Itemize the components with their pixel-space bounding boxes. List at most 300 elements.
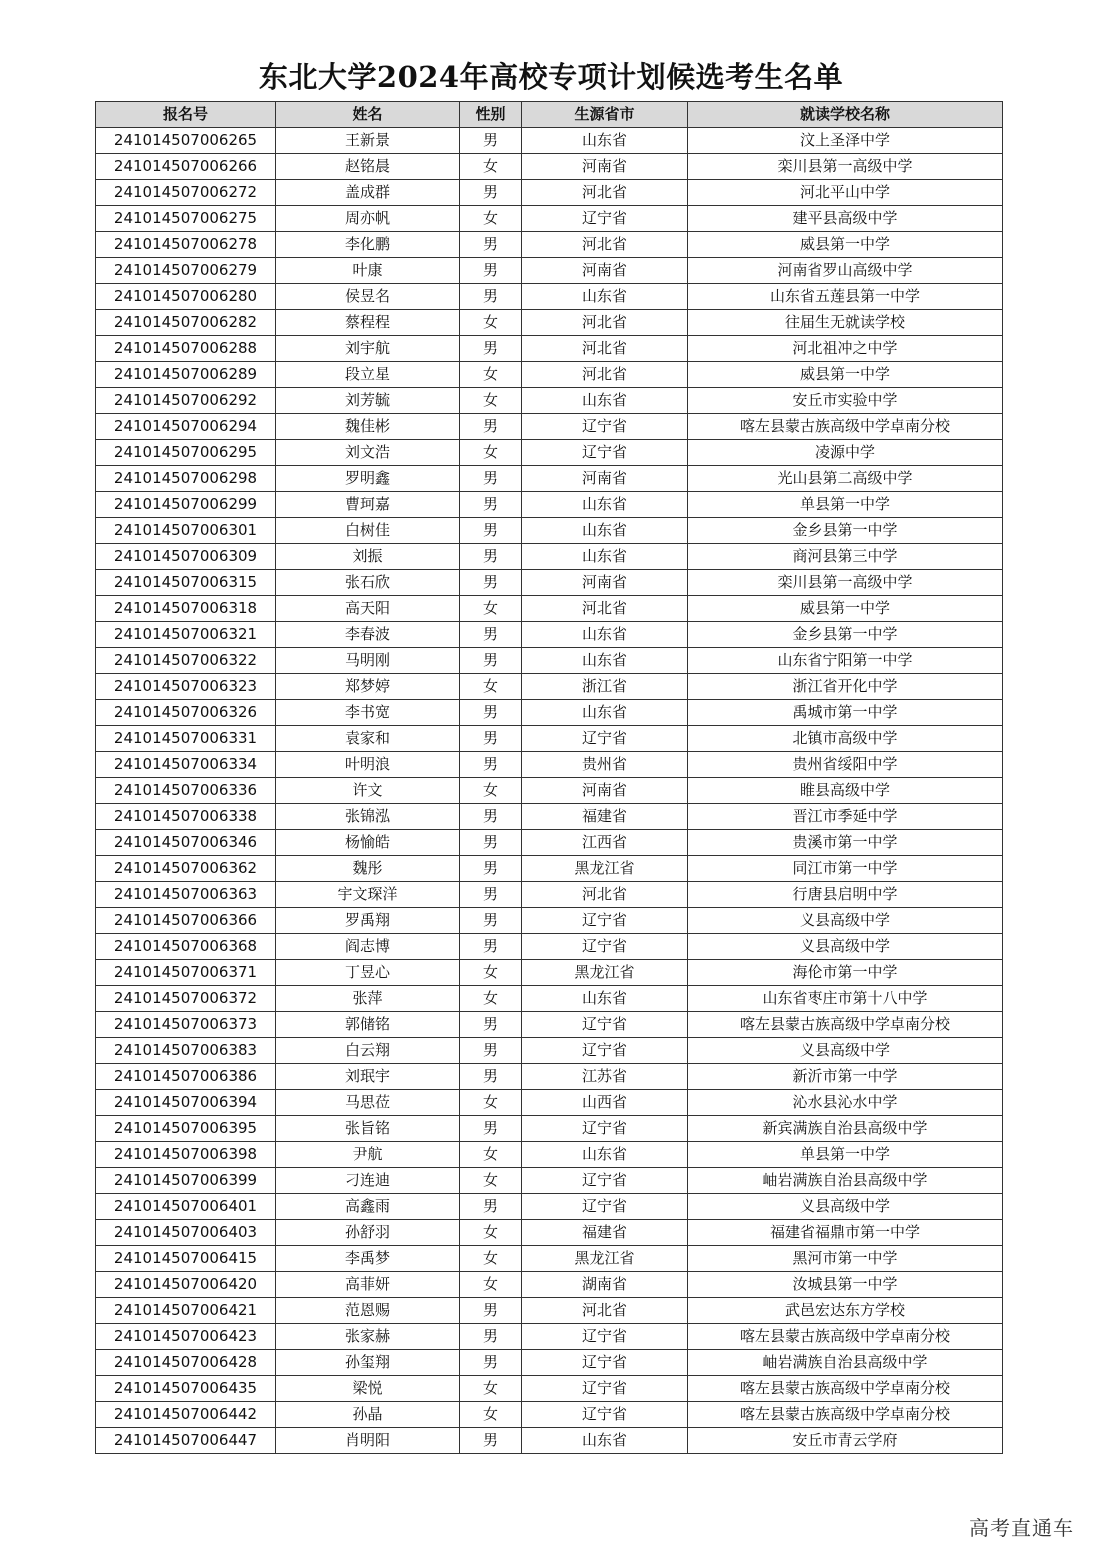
name-cell: 王新景	[276, 128, 460, 154]
name-cell: 丁昱心	[276, 960, 460, 986]
gender-cell: 女	[460, 596, 522, 622]
name-cell: 宇文琛洋	[276, 882, 460, 908]
name-cell: 曹珂嘉	[276, 492, 460, 518]
school-cell: 贵溪市第一中学	[688, 830, 1003, 856]
school-cell: 行唐县启明中学	[688, 882, 1003, 908]
school-cell: 山东省枣庄市第十八中学	[688, 986, 1003, 1012]
school-cell: 建平县高级中学	[688, 206, 1003, 232]
school-cell: 黑河市第一中学	[688, 1246, 1003, 1272]
table-row	[96, 440, 1003, 466]
header-gender: 性别	[460, 102, 522, 128]
table-row	[96, 752, 1003, 778]
table-row	[96, 882, 1003, 908]
name-cell: 孙晶	[276, 1402, 460, 1428]
registration-no-cell: 241014507006368	[96, 934, 276, 960]
registration-no-cell: 241014507006299	[96, 492, 276, 518]
registration-no-cell: 241014507006366	[96, 908, 276, 934]
school-cell: 义县高级中学	[688, 1194, 1003, 1220]
province-cell: 山东省	[522, 388, 688, 414]
province-cell: 黑龙江省	[522, 960, 688, 986]
header-name: 姓名	[276, 102, 460, 128]
name-cell: 范恩赐	[276, 1298, 460, 1324]
registration-no-cell: 241014507006326	[96, 700, 276, 726]
province-cell: 辽宁省	[522, 1402, 688, 1428]
table-row	[96, 414, 1003, 440]
gender-cell: 女	[460, 388, 522, 414]
province-cell: 山东省	[522, 648, 688, 674]
gender-cell: 女	[460, 1090, 522, 1116]
name-cell: 刁连迪	[276, 1168, 460, 1194]
registration-no-cell: 241014507006420	[96, 1272, 276, 1298]
table-row	[96, 1168, 1003, 1194]
header-school: 就读学校名称	[688, 102, 1003, 128]
table-row	[96, 830, 1003, 856]
gender-cell: 男	[460, 804, 522, 830]
gender-cell: 男	[460, 1012, 522, 1038]
table-row	[96, 1116, 1003, 1142]
name-cell: 张旨铭	[276, 1116, 460, 1142]
table-row	[96, 622, 1003, 648]
table-body	[96, 128, 1003, 1454]
province-cell: 浙江省	[522, 674, 688, 700]
school-cell: 往届生无就读学校	[688, 310, 1003, 336]
table-row	[96, 1194, 1003, 1220]
gender-cell: 女	[460, 986, 522, 1012]
province-cell: 江西省	[522, 830, 688, 856]
document-title: 东北大学2024年高校专项计划候选考生名单	[258, 60, 844, 94]
registration-no-cell: 241014507006295	[96, 440, 276, 466]
registration-no-cell: 241014507006373	[96, 1012, 276, 1038]
name-cell: 高菲妍	[276, 1272, 460, 1298]
registration-no-cell: 241014507006415	[96, 1246, 276, 1272]
province-cell: 山东省	[522, 1142, 688, 1168]
school-cell: 栾川县第一高级中学	[688, 154, 1003, 180]
table-row	[96, 544, 1003, 570]
table-row	[96, 518, 1003, 544]
table-row	[96, 1428, 1003, 1454]
registration-no-cell: 241014507006318	[96, 596, 276, 622]
name-cell: 侯昱名	[276, 284, 460, 310]
province-cell: 河南省	[522, 778, 688, 804]
school-cell: 义县高级中学	[688, 1038, 1003, 1064]
province-cell: 河南省	[522, 570, 688, 596]
name-cell: 蔡程程	[276, 310, 460, 336]
table-row	[96, 1142, 1003, 1168]
name-cell: 罗明鑫	[276, 466, 460, 492]
table-row	[96, 726, 1003, 752]
gender-cell: 男	[460, 622, 522, 648]
province-cell: 辽宁省	[522, 1038, 688, 1064]
table-row	[96, 1090, 1003, 1116]
province-cell: 辽宁省	[522, 440, 688, 466]
registration-no-cell: 241014507006386	[96, 1064, 276, 1090]
registration-no-cell: 241014507006338	[96, 804, 276, 830]
province-cell: 辽宁省	[522, 1194, 688, 1220]
table-row	[96, 1402, 1003, 1428]
table-row	[96, 154, 1003, 180]
gender-cell: 男	[460, 466, 522, 492]
gender-cell: 女	[460, 778, 522, 804]
province-cell: 辽宁省	[522, 1324, 688, 1350]
name-cell: 张家赫	[276, 1324, 460, 1350]
registration-no-cell: 241014507006322	[96, 648, 276, 674]
name-cell: 周亦帆	[276, 206, 460, 232]
gender-cell: 男	[460, 414, 522, 440]
gender-cell: 男	[460, 232, 522, 258]
table-row	[96, 1298, 1003, 1324]
name-cell: 段立星	[276, 362, 460, 388]
school-cell: 禹城市第一中学	[688, 700, 1003, 726]
school-cell: 武邑宏达东方学校	[688, 1298, 1003, 1324]
province-cell: 河北省	[522, 310, 688, 336]
school-cell: 金乡县第一中学	[688, 518, 1003, 544]
province-cell: 山东省	[522, 986, 688, 1012]
registration-no-cell: 241014507006403	[96, 1220, 276, 1246]
province-cell: 山东省	[522, 700, 688, 726]
name-cell: 魏佳彬	[276, 414, 460, 440]
table-row	[96, 336, 1003, 362]
name-cell: 盖成群	[276, 180, 460, 206]
registration-no-cell: 241014507006301	[96, 518, 276, 544]
name-cell: 李禹梦	[276, 1246, 460, 1272]
school-cell: 义县高级中学	[688, 908, 1003, 934]
school-cell: 福建省福鼎市第一中学	[688, 1220, 1003, 1246]
gender-cell: 男	[460, 284, 522, 310]
school-cell: 岫岩满族自治县高级中学	[688, 1350, 1003, 1376]
school-cell: 喀左县蒙古族高级中学卓南分校	[688, 1376, 1003, 1402]
table-row	[96, 934, 1003, 960]
registration-no-cell: 241014507006294	[96, 414, 276, 440]
table-row	[96, 648, 1003, 674]
name-cell: 许文	[276, 778, 460, 804]
school-cell: 晋江市季延中学	[688, 804, 1003, 830]
watermark: 高考直通车	[969, 1516, 1074, 1540]
registration-no-cell: 241014507006346	[96, 830, 276, 856]
school-cell: 金乡县第一中学	[688, 622, 1003, 648]
name-cell: 郭储铭	[276, 1012, 460, 1038]
school-cell: 沁水县沁水中学	[688, 1090, 1003, 1116]
gender-cell: 女	[460, 1142, 522, 1168]
registration-no-cell: 241014507006292	[96, 388, 276, 414]
name-cell: 张石欣	[276, 570, 460, 596]
gender-cell: 女	[460, 674, 522, 700]
gender-cell: 男	[460, 180, 522, 206]
gender-cell: 男	[460, 752, 522, 778]
name-cell: 罗禹翔	[276, 908, 460, 934]
gender-cell: 女	[460, 960, 522, 986]
gender-cell: 男	[460, 518, 522, 544]
school-cell: 同江市第一中学	[688, 856, 1003, 882]
province-cell: 山东省	[522, 128, 688, 154]
registration-no-cell: 241014507006398	[96, 1142, 276, 1168]
province-cell: 山东省	[522, 622, 688, 648]
name-cell: 刘宇航	[276, 336, 460, 362]
school-cell: 海伦市第一中学	[688, 960, 1003, 986]
table-row	[96, 778, 1003, 804]
name-cell: 尹航	[276, 1142, 460, 1168]
registration-no-cell: 241014507006428	[96, 1350, 276, 1376]
province-cell: 山东省	[522, 1428, 688, 1454]
province-cell: 山东省	[522, 544, 688, 570]
registration-no-cell: 241014507006280	[96, 284, 276, 310]
table-row	[96, 258, 1003, 284]
gender-cell: 女	[460, 1246, 522, 1272]
name-cell: 高天阳	[276, 596, 460, 622]
gender-cell: 女	[460, 1168, 522, 1194]
school-cell: 安丘市实验中学	[688, 388, 1003, 414]
name-cell: 张锦泓	[276, 804, 460, 830]
header-province: 生源省市	[522, 102, 688, 128]
gender-cell: 男	[460, 934, 522, 960]
gender-cell: 男	[460, 1324, 522, 1350]
gender-cell: 男	[460, 908, 522, 934]
registration-no-cell: 241014507006272	[96, 180, 276, 206]
gender-cell: 女	[460, 1272, 522, 1298]
name-cell: 张萍	[276, 986, 460, 1012]
table-row	[96, 700, 1003, 726]
registration-no-cell: 241014507006395	[96, 1116, 276, 1142]
name-cell: 李春波	[276, 622, 460, 648]
province-cell: 河北省	[522, 180, 688, 206]
registration-no-cell: 241014507006321	[96, 622, 276, 648]
registration-no-cell: 241014507006372	[96, 986, 276, 1012]
province-cell: 河北省	[522, 336, 688, 362]
province-cell: 河南省	[522, 258, 688, 284]
name-cell: 刘珉宇	[276, 1064, 460, 1090]
table-row	[96, 960, 1003, 986]
table-row	[96, 466, 1003, 492]
registration-no-cell: 241014507006309	[96, 544, 276, 570]
gender-cell: 女	[460, 1220, 522, 1246]
registration-no-cell: 241014507006323	[96, 674, 276, 700]
registration-no-cell: 241014507006278	[96, 232, 276, 258]
gender-cell: 女	[460, 440, 522, 466]
school-cell: 喀左县蒙古族高级中学卓南分校	[688, 1012, 1003, 1038]
school-cell: 安丘市青云学府	[688, 1428, 1003, 1454]
registration-no-cell: 241014507006383	[96, 1038, 276, 1064]
gender-cell: 女	[460, 362, 522, 388]
province-cell: 河北省	[522, 1298, 688, 1324]
school-cell: 睢县高级中学	[688, 778, 1003, 804]
school-cell: 汝城县第一中学	[688, 1272, 1003, 1298]
school-cell: 商河县第三中学	[688, 544, 1003, 570]
table-row	[96, 1220, 1003, 1246]
registration-no-cell: 241014507006435	[96, 1376, 276, 1402]
province-cell: 山东省	[522, 284, 688, 310]
table-row	[96, 1272, 1003, 1298]
school-cell: 凌源中学	[688, 440, 1003, 466]
registration-no-cell: 241014507006331	[96, 726, 276, 752]
registration-no-cell: 241014507006298	[96, 466, 276, 492]
table-row	[96, 596, 1003, 622]
province-cell: 河北省	[522, 596, 688, 622]
registration-no-cell: 241014507006289	[96, 362, 276, 388]
name-cell: 叶康	[276, 258, 460, 284]
province-cell: 辽宁省	[522, 1012, 688, 1038]
province-cell: 河北省	[522, 362, 688, 388]
gender-cell: 男	[460, 258, 522, 284]
gender-cell: 男	[460, 648, 522, 674]
school-cell: 喀左县蒙古族高级中学卓南分校	[688, 1402, 1003, 1428]
name-cell: 梁悦	[276, 1376, 460, 1402]
header-registration-no: 报名号	[96, 102, 276, 128]
table-row	[96, 362, 1003, 388]
table-row	[96, 492, 1003, 518]
school-cell: 河北平山中学	[688, 180, 1003, 206]
table-row	[96, 570, 1003, 596]
table-row	[96, 1038, 1003, 1064]
table-row	[96, 804, 1003, 830]
name-cell: 魏彤	[276, 856, 460, 882]
table-row	[96, 1246, 1003, 1272]
name-cell: 白云翔	[276, 1038, 460, 1064]
province-cell: 辽宁省	[522, 414, 688, 440]
gender-cell: 男	[460, 1116, 522, 1142]
name-cell: 杨愉皓	[276, 830, 460, 856]
gender-cell: 男	[460, 882, 522, 908]
header-row	[96, 102, 1003, 128]
province-cell: 福建省	[522, 804, 688, 830]
table-row	[96, 388, 1003, 414]
registration-no-cell: 241014507006401	[96, 1194, 276, 1220]
registration-no-cell: 241014507006334	[96, 752, 276, 778]
province-cell: 辽宁省	[522, 726, 688, 752]
gender-cell: 男	[460, 1038, 522, 1064]
province-cell: 河北省	[522, 232, 688, 258]
name-cell: 刘文浩	[276, 440, 460, 466]
gender-cell: 男	[460, 1350, 522, 1376]
gender-cell: 男	[460, 726, 522, 752]
registration-no-cell: 241014507006421	[96, 1298, 276, 1324]
name-cell: 孙玺翔	[276, 1350, 460, 1376]
province-cell: 辽宁省	[522, 206, 688, 232]
province-cell: 黑龙江省	[522, 1246, 688, 1272]
registration-no-cell: 241014507006371	[96, 960, 276, 986]
table-row	[96, 206, 1003, 232]
school-cell: 威县第一中学	[688, 362, 1003, 388]
table-row	[96, 284, 1003, 310]
school-cell: 河北祖冲之中学	[688, 336, 1003, 362]
table-row	[96, 674, 1003, 700]
province-cell: 河南省	[522, 466, 688, 492]
name-cell: 阎志博	[276, 934, 460, 960]
school-cell: 北镇市高级中学	[688, 726, 1003, 752]
table-row	[96, 986, 1003, 1012]
name-cell: 刘振	[276, 544, 460, 570]
province-cell: 辽宁省	[522, 1168, 688, 1194]
school-cell: 光山县第二高级中学	[688, 466, 1003, 492]
school-cell: 单县第一中学	[688, 492, 1003, 518]
province-cell: 山东省	[522, 492, 688, 518]
name-cell: 孙舒羽	[276, 1220, 460, 1246]
registration-no-cell: 241014507006282	[96, 310, 276, 336]
name-cell: 马思莅	[276, 1090, 460, 1116]
table-row	[96, 1324, 1003, 1350]
table-row	[96, 1012, 1003, 1038]
name-cell: 叶明浪	[276, 752, 460, 778]
gender-cell: 男	[460, 1298, 522, 1324]
school-cell: 单县第一中学	[688, 1142, 1003, 1168]
registration-no-cell: 241014507006442	[96, 1402, 276, 1428]
registration-no-cell: 241014507006336	[96, 778, 276, 804]
gender-cell: 男	[460, 128, 522, 154]
name-cell: 郑梦婷	[276, 674, 460, 700]
school-cell: 贵州省绥阳中学	[688, 752, 1003, 778]
school-cell: 喀左县蒙古族高级中学卓南分校	[688, 414, 1003, 440]
province-cell: 辽宁省	[522, 908, 688, 934]
gender-cell: 女	[460, 310, 522, 336]
province-cell: 辽宁省	[522, 1116, 688, 1142]
candidate-table	[95, 101, 1003, 1454]
gender-cell: 男	[460, 830, 522, 856]
province-cell: 山东省	[522, 518, 688, 544]
province-cell: 辽宁省	[522, 934, 688, 960]
name-cell: 肖明阳	[276, 1428, 460, 1454]
registration-no-cell: 241014507006288	[96, 336, 276, 362]
gender-cell: 男	[460, 492, 522, 518]
name-cell: 李化鹏	[276, 232, 460, 258]
registration-no-cell: 241014507006399	[96, 1168, 276, 1194]
gender-cell: 女	[460, 1402, 522, 1428]
name-cell: 白树佳	[276, 518, 460, 544]
registration-no-cell: 241014507006275	[96, 206, 276, 232]
school-cell: 威县第一中学	[688, 596, 1003, 622]
school-cell: 新宾满族自治县高级中学	[688, 1116, 1003, 1142]
registration-no-cell: 241014507006315	[96, 570, 276, 596]
province-cell: 湖南省	[522, 1272, 688, 1298]
table-row	[96, 310, 1003, 336]
table-row	[96, 1376, 1003, 1402]
gender-cell: 男	[460, 1064, 522, 1090]
table-header	[96, 102, 1003, 128]
name-cell: 李书宽	[276, 700, 460, 726]
table-row	[96, 180, 1003, 206]
province-cell: 河北省	[522, 882, 688, 908]
gender-cell: 女	[460, 154, 522, 180]
gender-cell: 男	[460, 856, 522, 882]
school-cell: 岫岩满族自治县高级中学	[688, 1168, 1003, 1194]
table-row	[96, 1350, 1003, 1376]
school-cell: 山东省宁阳第一中学	[688, 648, 1003, 674]
gender-cell: 男	[460, 570, 522, 596]
school-cell: 喀左县蒙古族高级中学卓南分校	[688, 1324, 1003, 1350]
school-cell: 栾川县第一高级中学	[688, 570, 1003, 596]
province-cell: 江苏省	[522, 1064, 688, 1090]
table-row	[96, 908, 1003, 934]
registration-no-cell: 241014507006265	[96, 128, 276, 154]
registration-no-cell: 241014507006363	[96, 882, 276, 908]
gender-cell: 女	[460, 1376, 522, 1402]
registration-no-cell: 241014507006423	[96, 1324, 276, 1350]
province-cell: 福建省	[522, 1220, 688, 1246]
name-cell: 高鑫雨	[276, 1194, 460, 1220]
school-cell: 威县第一中学	[688, 232, 1003, 258]
name-cell: 刘芳毓	[276, 388, 460, 414]
gender-cell: 男	[460, 1428, 522, 1454]
province-cell: 山西省	[522, 1090, 688, 1116]
school-cell: 浙江省开化中学	[688, 674, 1003, 700]
table-row	[96, 856, 1003, 882]
school-cell: 新沂市第一中学	[688, 1064, 1003, 1090]
name-cell: 袁家和	[276, 726, 460, 752]
province-cell: 辽宁省	[522, 1350, 688, 1376]
province-cell: 黑龙江省	[522, 856, 688, 882]
registration-no-cell: 241014507006394	[96, 1090, 276, 1116]
gender-cell: 女	[460, 206, 522, 232]
registration-no-cell: 241014507006362	[96, 856, 276, 882]
registration-no-cell: 241014507006279	[96, 258, 276, 284]
name-cell: 马明刚	[276, 648, 460, 674]
